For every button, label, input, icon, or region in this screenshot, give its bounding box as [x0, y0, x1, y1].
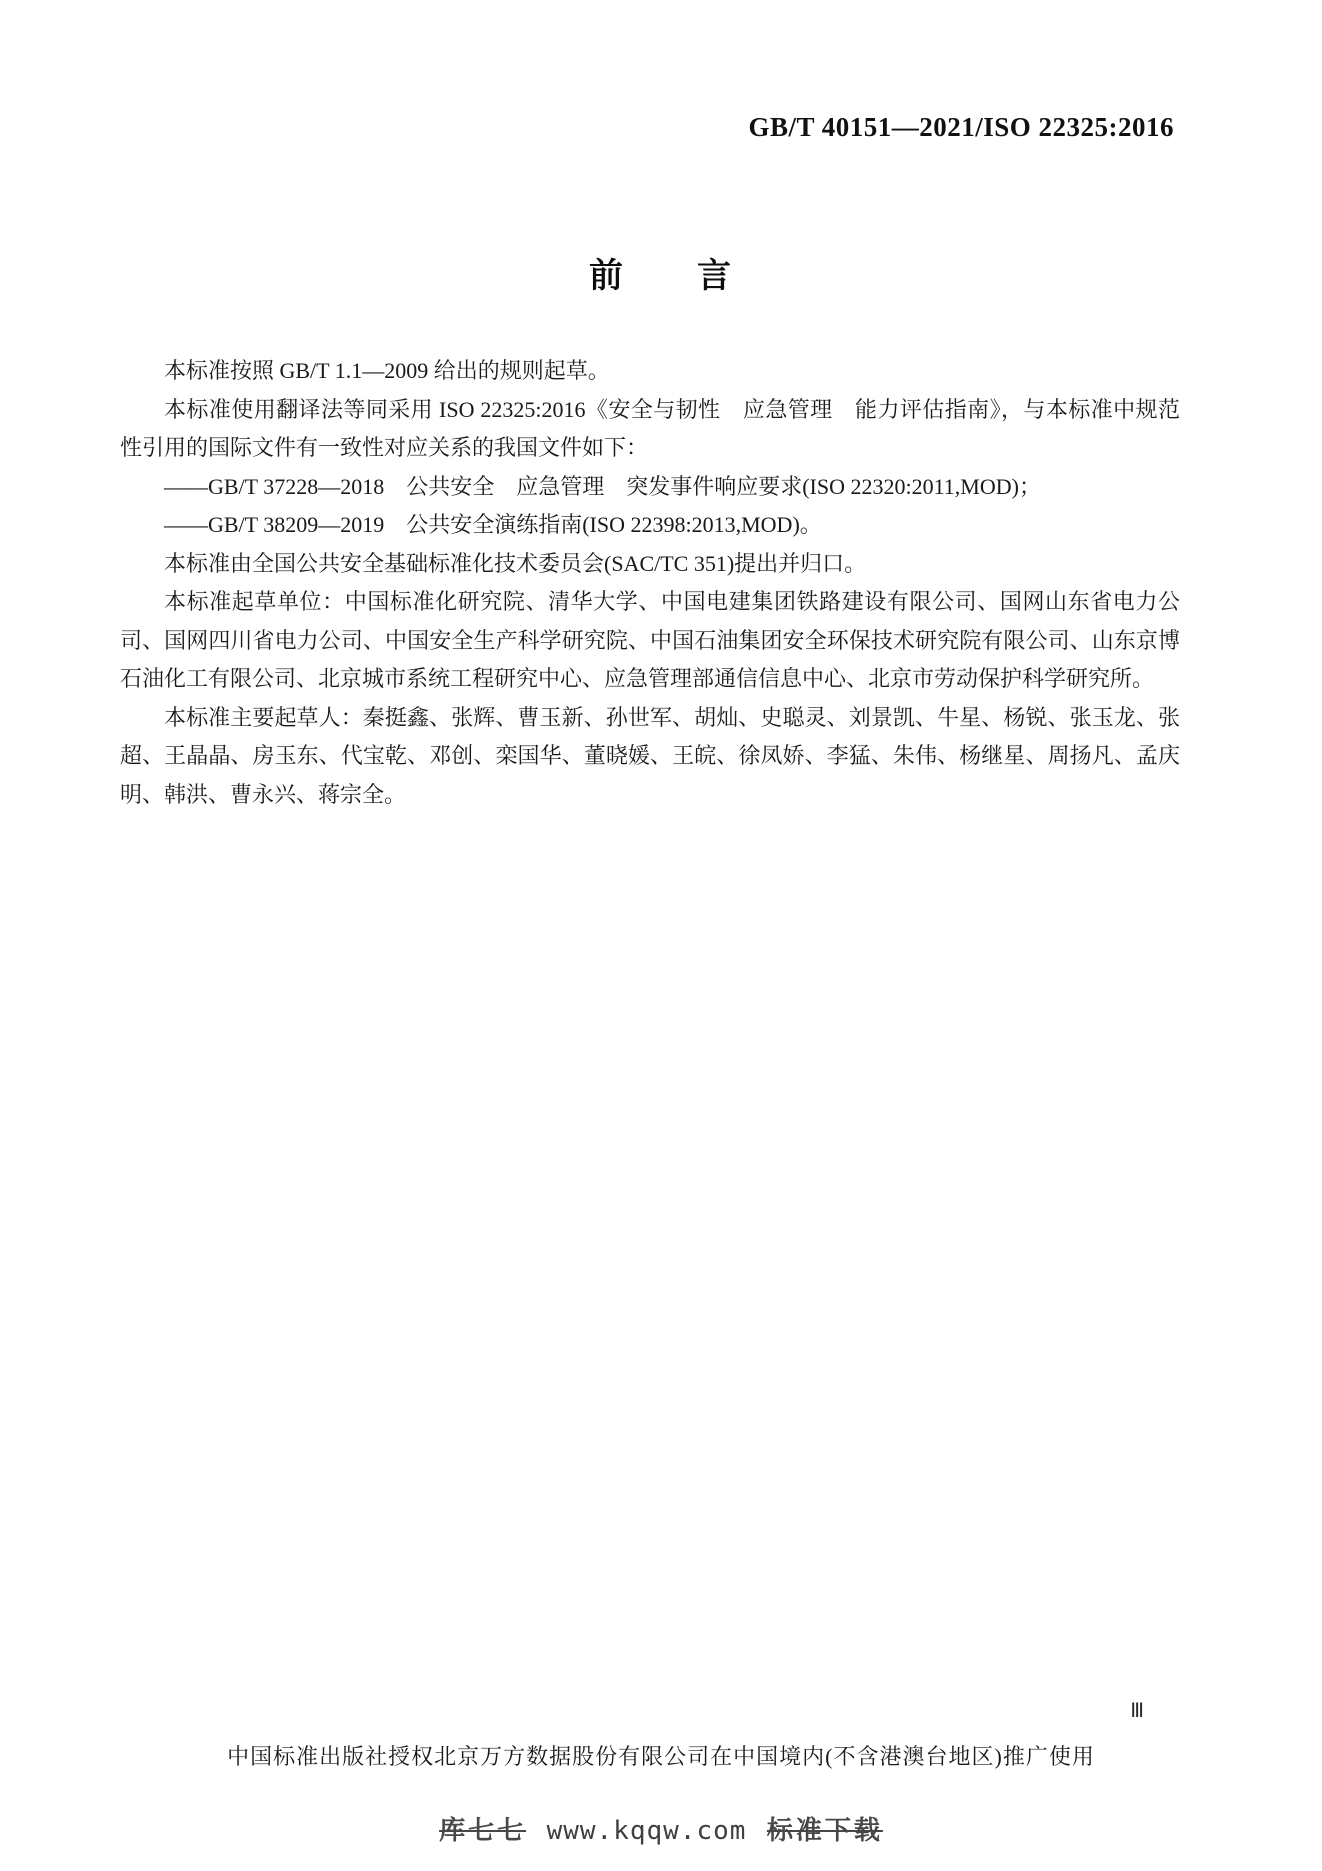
page-title: 前 言	[589, 257, 733, 295]
foreword-paragraph: 本标准由全国公共安全基础标准化技术委员会(SAC/TC 351)提出并归口。	[164, 550, 867, 576]
watermark-url: www.kqqw.com	[546, 1816, 747, 1846]
foreword-paragraph: ——GB/T 37228—2018 公共安全 应急管理 突发事件响应要求(ISO 22320:2011,MOD)；	[164, 473, 1041, 499]
page-number: Ⅲ	[1130, 1700, 1144, 1722]
foreword-paragraph: ——GB/T 38209—2019 公共安全演练指南(ISO 22398:2013,MOD)。	[164, 512, 822, 537]
foreword-paragraph: 本标准使用翻译法等同采用 ISO 22325:2016《安全与韧性 应急管理 能力评估指南》，与本标准中规范性引用的国际文件有一致性对应关系的我国文件如下：	[120, 396, 1180, 460]
foreword-paragraph: 本标准主要起草人：秦挺鑫、张辉、曹玉新、孙世军、胡灿、史聪灵、刘景凯、牛星、杨锐、张玉龙、张超、王晶晶、房玉东、代宝乾、邓创、栾国华、董晓媛、王皖、徐凤娇、李猛、朱伟、杨继星、周扬凡、孟庆明、韩洪、曹永兴、蒋宗全。	[120, 704, 1180, 807]
foreword-body	[120, 352, 1180, 814]
standard-number-header: GB/T 40151—2021/ISO 22325:2016	[748, 112, 1174, 142]
watermark	[0, 1810, 1322, 1847]
foreword-paragraph: 本标准起草单位：中国标准化研究院、清华大学、中国电建集团铁路建设有限公司、国网山东省电力公司、国网四川省电力公司、中国安全生产科学研究院、中国石油集团安全环保技术研究院有限公司、山东京博石油化工有限公司、北京城市系统工程研究中心、应急管理部通信信息中心、北京市劳动保护科学研究所。	[120, 589, 1180, 691]
foreword-paragraph: 本标准按照 GB/T 1.1—2009 给出的规则起草。	[164, 358, 610, 383]
copyright-notice: 中国标准出版社授权北京万方数据股份有限公司在中国境内(不含港澳台地区)推广使用	[227, 1744, 1095, 1769]
watermark-label: 标准下载	[766, 1816, 883, 1845]
watermark-site-name: 库七七	[439, 1816, 527, 1845]
